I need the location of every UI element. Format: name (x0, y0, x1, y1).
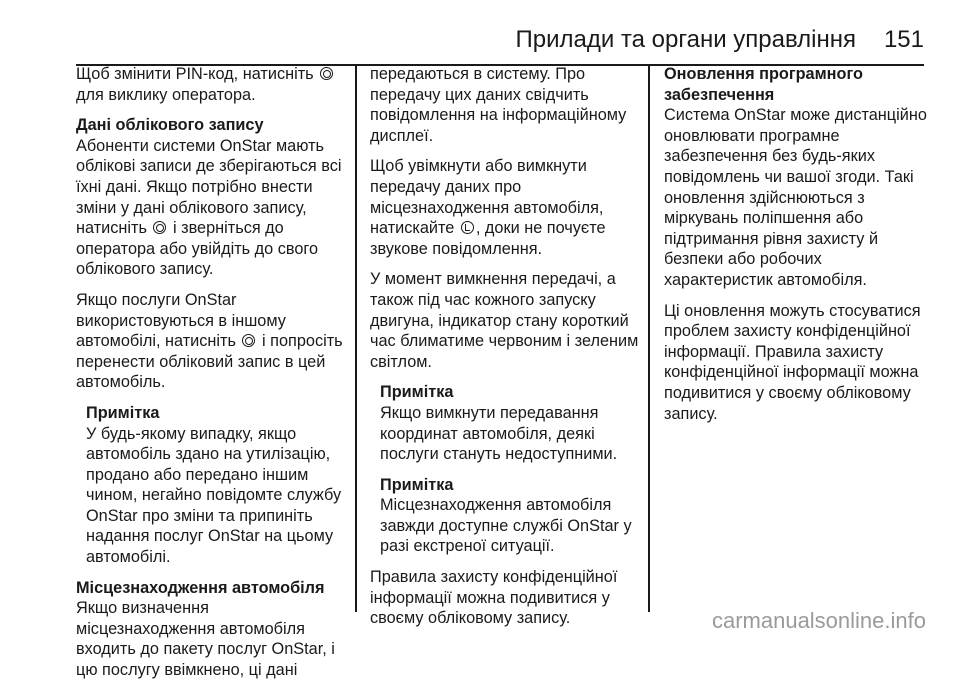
watermark: carmanualsonline.info (711, 608, 926, 633)
pin-change-paragraph: Щоб змінити PIN-код, натисніть для виклику оператора. (76, 64, 346, 105)
column-divider-2 (648, 66, 650, 612)
account-heading: Дані облікового запису (76, 116, 264, 135)
note-title: Примітка (380, 383, 454, 402)
note-block: Примітка У будь-якому випадку, якщо автомобіль здано на утилізацію, продано або передано іншим чином, негайно повідомте службу OnStar про зміни та припиніть надання послуг OnStar на цьому автомобілі. (76, 403, 346, 568)
software-update-paragraph: Система OnStar може дистанційно оновлювати програмне забезпечення без будь-яких повідомлень чи вашої згоди. Такі оновлення здійснюються з міркувань поліпшення або підтримання рівня захисту й безпеки або робочих характеристик автомобіля. (664, 106, 927, 289)
privacy-rules-paragraph: Правила захисту конфіденційної інформації можна подивитися у своєму обліковому запису. (370, 568, 618, 628)
column-1 (76, 64, 346, 691)
vehicle-location-paragraph: Якщо визначення місцезнаходження автомобіля входить до пакету послуг OnStar, і цю послугу ввімкнено, ці дані (76, 599, 335, 680)
onstar-button-icon (153, 221, 166, 234)
vehicle-location-heading: Місцезнаходження автомобіля (76, 578, 325, 597)
page-title: Прилади та органи управління (515, 26, 856, 53)
privacy-button-icon (461, 221, 474, 234)
column-3 (664, 64, 932, 434)
page-number: 151 (883, 26, 924, 53)
software-update-heading: Оновлення програмного забезпечення (664, 65, 863, 104)
onstar-button-icon (320, 67, 333, 80)
onstar-button-icon (242, 334, 255, 347)
note-title: Примітка (86, 403, 160, 422)
toggle-location-paragraph: Щоб увімкнути або вимкнути передачу даних про місцезнаходження автомобіля, натискайте , доки не почуєте звукове повідомлення. (370, 157, 606, 258)
privacy-updates-paragraph: Ці оновлення можуть стосуватися проблем захисту конфіденційної інформації. Правила захисту конфіденційної інформації можна подивитися у своєму обліковому запису. (664, 301, 921, 423)
location-transfer-paragraph: передаються в систему. Про передачу цих даних свідчить повідомлення на інформаційному дисплеї. (370, 65, 627, 145)
column-divider-1 (355, 66, 357, 612)
note-block: Примітка Якщо вимкнути передавання координат автомобіля, деякі послуги стануть недоступними. (370, 382, 642, 464)
column-2 (370, 64, 642, 639)
note-block: Примітка Місцезнаходження автомобіля завжди доступне службі OnStar у разі екстреної ситуації. (370, 475, 642, 557)
status-indicator-paragraph: У момент вимкнення передачі, а також під час кожного запуску двигуна, індикатор стану короткий час блиматиме червоним і зеленим світлом. (370, 270, 639, 371)
account-paragraph: Абоненти системи OnStar мають облікові записи де зберігаються всі їхні дані. Якщо потрібно внести зміни у дані облікового запису, натисніть і зверніться до оператора або увійдіть до свого облікового запису. (76, 136, 342, 279)
note-title: Примітка (380, 475, 454, 494)
transfer-account-paragraph: Якщо послуги OnStar використовуються в іншому автомобілі, натисніть і попросіть перенести обліковий запис в цей автомобіль. (76, 290, 343, 392)
page-header (0, 22, 960, 62)
